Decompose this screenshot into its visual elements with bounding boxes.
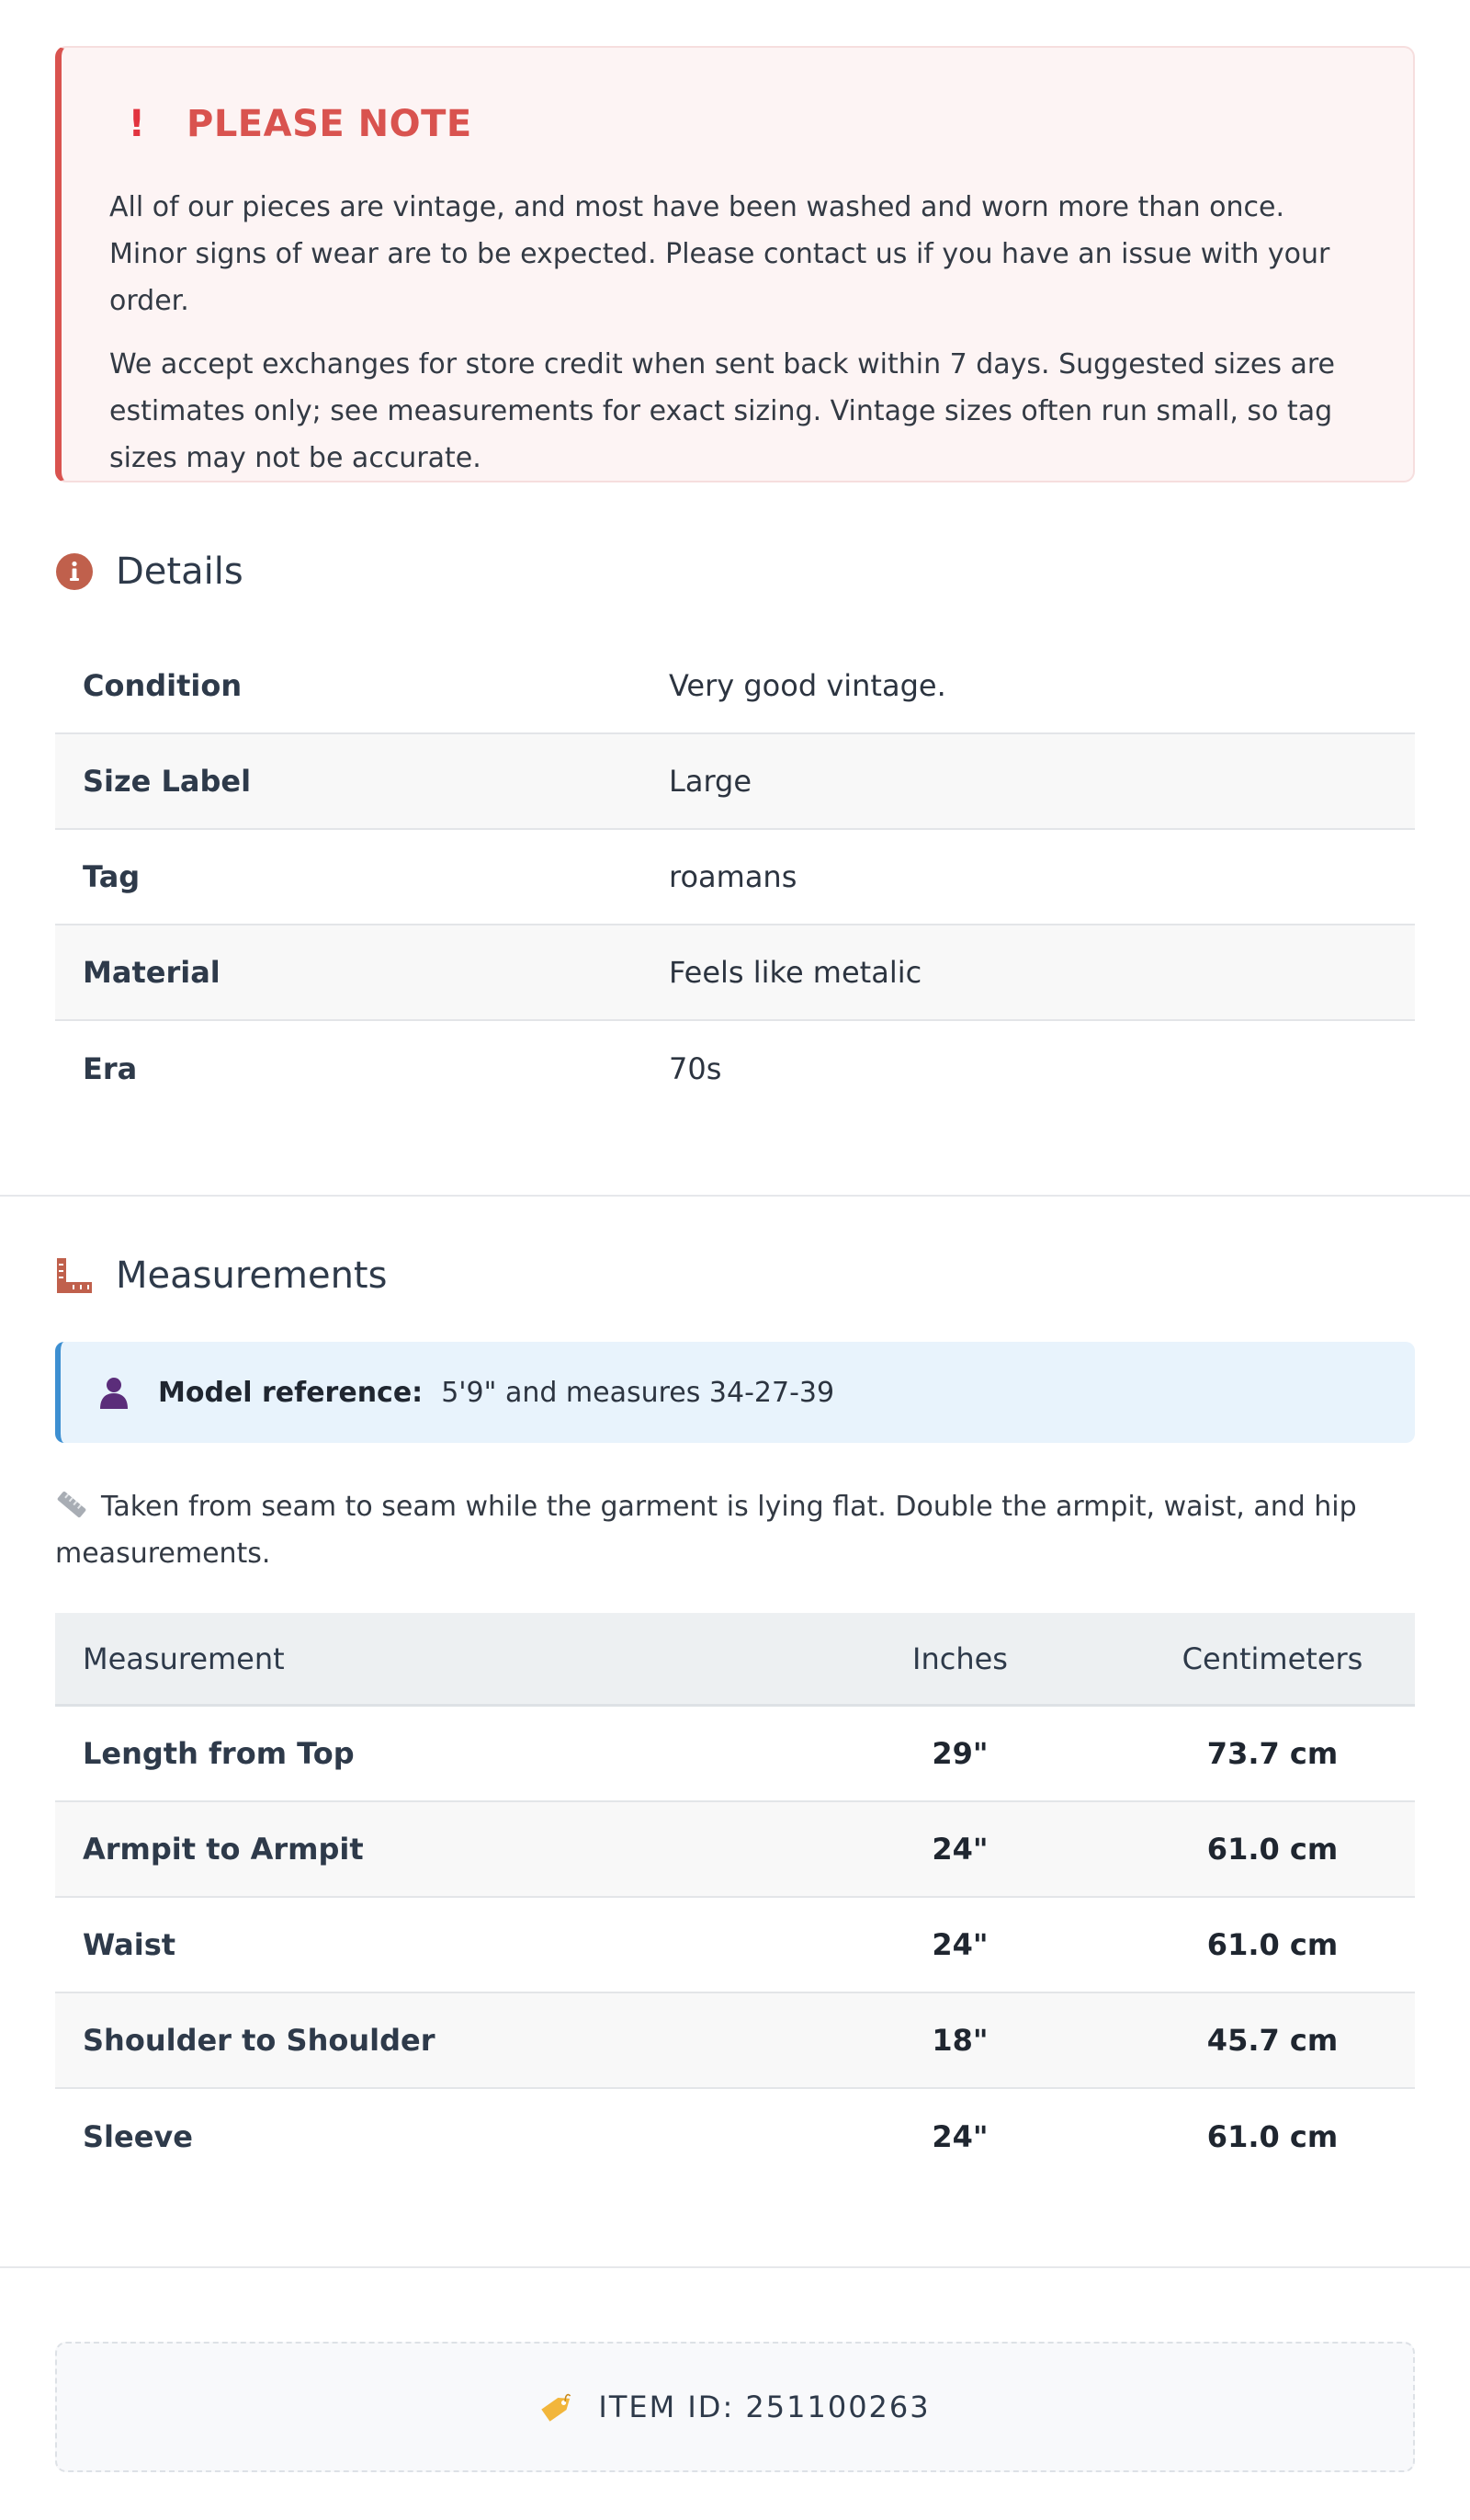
model-reference-label: Model reference:	[158, 1376, 424, 1409]
table-row	[55, 1802, 1415, 1898]
ruler-icon	[55, 1256, 94, 1295]
column-header: Measurement	[83, 1640, 285, 1676]
notice-paragraph: All of our pieces are vintage, and most have been washed and worn more than once. Minor signs of wear are to be expected. Please contact us if you have an issue with your order.	[109, 191, 1330, 317]
details-heading-text: Details	[116, 551, 243, 593]
column-header: Centimeters	[1182, 1640, 1363, 1676]
notice-title-text: PLEASE NOTE	[187, 103, 472, 145]
model-reference-value: 5'9" and measures 34-27-39	[441, 1376, 835, 1409]
measurements-table	[55, 1613, 1415, 2185]
exclamation-icon: !	[128, 103, 146, 145]
measurement-name: Sleeve	[83, 2119, 193, 2154]
measurement-inches: 24"	[932, 2119, 989, 2154]
info-icon	[55, 552, 94, 591]
measurement-note	[55, 1483, 1415, 1577]
measurement-inches: 29"	[932, 1736, 989, 1771]
table-row	[55, 1021, 1415, 1117]
measurement-cm: 61.0 cm	[1206, 2119, 1339, 2154]
table-row	[55, 1993, 1415, 2089]
detail-label: Tag	[83, 859, 141, 894]
detail-label: Material	[83, 955, 220, 990]
table-row	[55, 1898, 1415, 1993]
detail-value: Very good vintage.	[669, 668, 946, 703]
notice-title	[109, 101, 1367, 147]
price-tag-icon	[539, 2389, 576, 2425]
measurement-name: Shoulder to Shoulder	[83, 2023, 435, 2058]
table-row	[55, 925, 1415, 1021]
model-reference-banner	[55, 1342, 1415, 1443]
measurement-note-text: Taken from seam to seam while the garment is lying flat. Double the armpit, waist, and hip measurements.	[55, 1491, 1357, 1570]
item-id-text: ITEM ID: 251100263	[598, 2389, 931, 2424]
detail-label: Era	[83, 1051, 138, 1086]
measurements-heading	[55, 1248, 387, 1303]
table-row	[55, 2089, 1415, 2185]
straight-ruler-icon	[55, 1488, 88, 1521]
measurement-inches: 24"	[932, 1927, 989, 1962]
detail-value: roamans	[669, 859, 797, 894]
measurement-cm: 73.7 cm	[1206, 1736, 1339, 1771]
details-heading	[55, 544, 243, 599]
person-icon	[96, 1376, 132, 1409]
section-divider	[0, 2266, 1470, 2268]
details-table	[55, 639, 1415, 1117]
measurement-cm: 61.0 cm	[1206, 1927, 1339, 1962]
column-header: Inches	[912, 1640, 1008, 1676]
please-note-panel	[55, 46, 1415, 482]
measurement-inches: 24"	[932, 1832, 989, 1867]
item-id-box	[55, 2342, 1415, 2472]
table-header-row	[55, 1613, 1415, 1707]
table-row	[55, 830, 1415, 925]
measurement-cm: 45.7 cm	[1206, 2023, 1339, 2058]
table-row	[55, 734, 1415, 830]
measurement-name: Waist	[83, 1927, 176, 1962]
notice-paragraph: We accept exchanges for store credit when sent back within 7 days. Suggested sizes are estimates only; see measurements for exact sizing. Vintage sizes often run small, so tag sizes may not be accurate.	[109, 348, 1336, 474]
measurement-cm: 61.0 cm	[1206, 1832, 1339, 1867]
detail-value: Feels like metalic	[669, 955, 922, 990]
detail-label: Size Label	[83, 764, 252, 799]
measurements-heading-text: Measurements	[116, 1254, 388, 1297]
table-row	[55, 639, 1415, 734]
measurement-name: Armpit to Armpit	[83, 1832, 364, 1867]
detail-value: Large	[669, 764, 752, 799]
measurement-name: Length from Top	[83, 1736, 355, 1771]
detail-value: 70s	[669, 1051, 722, 1086]
detail-label: Condition	[83, 668, 243, 703]
table-row	[55, 1707, 1415, 1802]
section-divider	[0, 1195, 1470, 1197]
measurement-inches: 18"	[932, 2023, 989, 2058]
